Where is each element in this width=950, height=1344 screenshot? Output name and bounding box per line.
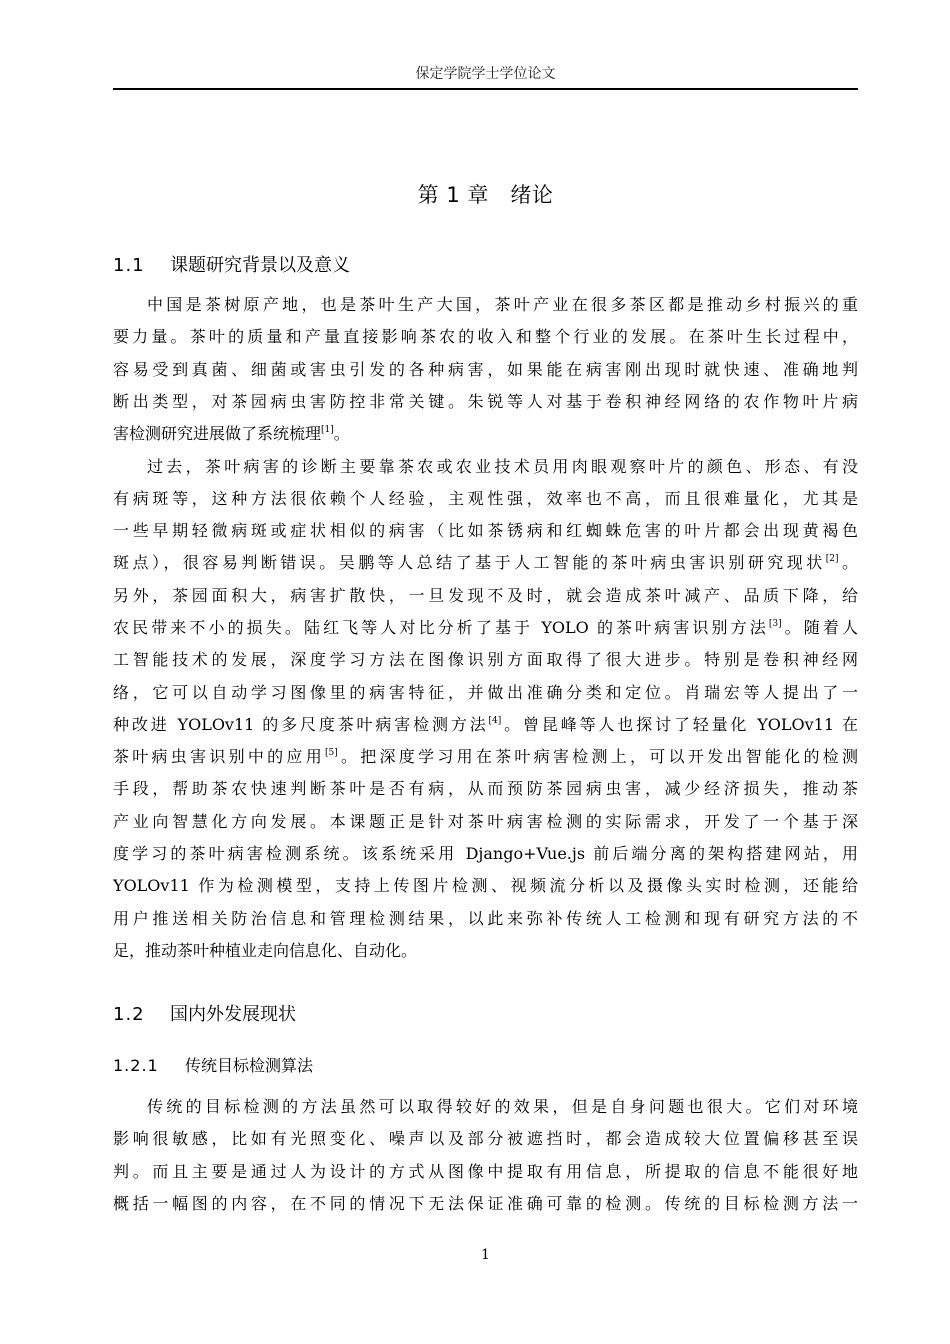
section-title: 国内外发展现状 [170, 1004, 296, 1025]
line-text: 种改进 YOLOv11 的多尺度茶叶病害检测方法 [113, 714, 489, 734]
section-heading-1-2-1 [113, 1054, 313, 1078]
paragraph-line: 判。而且主要是通过人为设计的方式从图像中提取有用信息，所提取的信息不能很好地 [113, 1161, 858, 1181]
section-number: 1.2.1 [113, 1056, 159, 1075]
paragraph-line: 产业向智慧化方向发展。本课题正是针对茶叶病害检测的实际需求，开发了一个基于深 [113, 811, 858, 831]
paragraph-line: 概括一幅图的内容，在不同的情况下无法保证准确可靠的检测。传统的目标检测方法一 [113, 1193, 858, 1213]
header-rule [113, 88, 858, 90]
paragraph-line: 要力量。茶叶的质量和产量直接影响茶农的收入和整个行业的发展。在茶叶生长过程中， [113, 327, 858, 347]
paragraph-line: 足，推动茶叶种植业走向信息化、自动化。 [113, 940, 418, 960]
chapter-title: 第 1 章 绪论 [417, 183, 554, 207]
citation-ref: [4] [488, 715, 502, 726]
line-text: 。 [838, 553, 858, 573]
paragraph-line: 影响很敏感，比如有光照变化、噪声以及部分被遮挡时，都会造成较大位置偏移甚至误 [113, 1129, 858, 1149]
running-header: 保定学院学士学位论文 [415, 66, 556, 82]
line-text: 。曾昆峰等人也探讨了轻量化 YOLOv11 在 [501, 714, 858, 734]
paragraph-line [113, 741, 858, 773]
paragraph-line: 有病斑等，这种方法很依赖个人经验，主观性强，效率也不高，而且很难量化，尤其是 [113, 488, 858, 508]
paragraph-line: YOLOv11 作为检测模型，支持上传图片检测、视频流分析以及摄像头实时检测，还能给 [113, 876, 858, 896]
citation-ref: [1] [321, 425, 334, 436]
paragraph-traditional-detection [113, 1091, 858, 1220]
paragraph-line: 工智能技术的发展，深度学习方法在图像识别方面取得了很大进步。特别是卷积神经网 [113, 650, 858, 670]
paragraph-line: 一些早期轻微病斑或症状相似的病害（比如茶锈病和红蜘蛛危害的叶片都会出现黄褐色 [113, 521, 858, 541]
paragraph-line: 中国是茶树原产地，也是茶叶生产大国，茶叶产业在很多茶区都是推动乡村振兴的重 [147, 295, 858, 314]
section-number: 1.2 [113, 1004, 145, 1025]
paragraph-line: 传统的目标检测的方法虽然可以取得较好的效果，但是自身问题也很大。它们对环境 [147, 1097, 858, 1116]
paragraph-line: 断出类型，对茶园病虫害防控非常关键。朱锐等人对基于卷积神经网络的农作物叶片病 [113, 391, 858, 411]
paragraph-line [113, 709, 858, 741]
paragraph-line: 用户推送相关防治信息和管理检测结果，以此来弥补传统人工检测和现有研究方法的不 [113, 908, 858, 928]
citation-ref: [3] [768, 618, 782, 629]
line-text: 。 [333, 424, 350, 444]
line-text: 害检测研究进展做了系统梳理 [113, 424, 322, 444]
line-text: 。随着人 [781, 617, 858, 637]
section-title: 传统目标检测算法 [185, 1056, 314, 1075]
paragraph-background-2 [113, 451, 858, 968]
paragraph-line: 另外，茶园面积大，病害扩散快，一旦发现不及时，就会造成茶叶减产、品质下降，给 [113, 585, 858, 605]
line-text: 农民带来不小的损失。陆红飞等人对比分析了基于 YOLO 的茶叶病害识别方法 [113, 617, 769, 637]
section-number: 1.1 [113, 255, 145, 276]
page-number: 1 [481, 1247, 490, 1263]
paragraph-line: 络，它可以自动学习图像里的病害特征，并做出准确分类和定位。肖瑞宏等人提出了一 [113, 682, 858, 702]
paragraph-line: 过去，茶叶病害的诊断主要靠茶农或农业技术员用肉眼观察叶片的颜色、形态、有没 [147, 456, 858, 476]
section-heading-1-1 [113, 253, 350, 279]
citation-ref: [5] [324, 748, 338, 759]
paragraph-line [113, 547, 858, 579]
paragraph-background-1 [113, 289, 858, 450]
paragraph-line: 容易受到真菌、细菌或害虫引发的各种病害，如果能在病害刚出现时就快速、准确地判 [113, 359, 858, 379]
line-text: 茶叶病虫害识别中的应用 [113, 747, 325, 767]
section-title: 课题研究背景以及意义 [170, 255, 350, 276]
line-text: 斑点），很容易判断错误。吴鹏等人总结了基于人工智能的茶叶病虫害识别研究现状 [113, 553, 826, 573]
citation-ref: [2] [825, 554, 839, 565]
paragraph-line: 手段，帮助茶农快速判断茶叶是否有病，从而预防茶园病虫害，减少经济损失，推动茶 [113, 779, 858, 799]
section-heading-1-2 [113, 1002, 296, 1028]
paragraph-line [113, 418, 858, 450]
paragraph-line: 度学习的茶叶病害检测系统。该系统采用 Django+Vue.js 前后端分离的架构搭建网站，用 [113, 844, 858, 864]
line-text: 。把深度学习用在茶叶病害检测上，可以开发出智能化的检测 [337, 747, 858, 767]
paragraph-line [113, 612, 858, 644]
